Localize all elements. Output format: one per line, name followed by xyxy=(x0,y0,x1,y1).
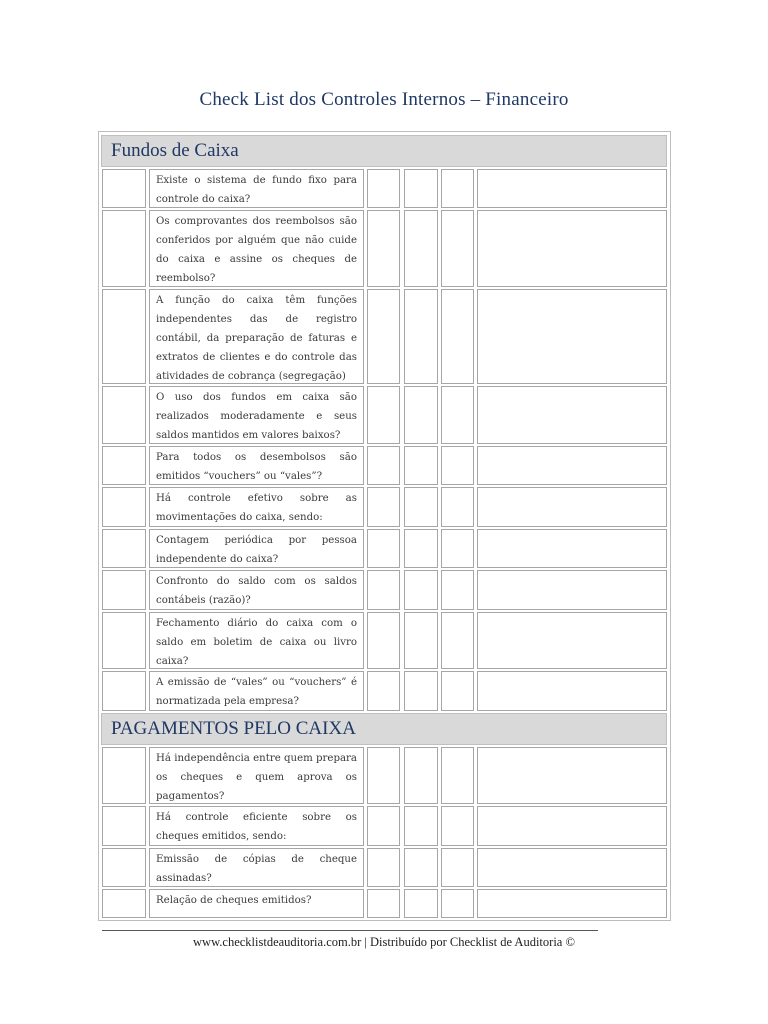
answer-cell-2[interactable] xyxy=(404,747,438,804)
answer-cell-1[interactable] xyxy=(367,446,400,485)
question-text: Emissão de cópias de cheque assinadas? xyxy=(156,854,357,884)
answer-cell-1[interactable] xyxy=(367,210,400,287)
notes-cell[interactable] xyxy=(477,169,667,208)
table-row xyxy=(0,210,768,287)
answer-cell-1[interactable] xyxy=(367,806,400,846)
notes-cell[interactable] xyxy=(477,889,667,918)
question-text: Para todos os desembolsos são emitidos “vouchers” ou “vales”? xyxy=(156,452,357,482)
notes-cell[interactable] xyxy=(477,289,667,384)
notes-cell[interactable] xyxy=(477,671,667,711)
answer-cell-3[interactable] xyxy=(441,889,474,918)
item-number-cell[interactable] xyxy=(102,386,146,444)
notes-cell[interactable] xyxy=(477,529,667,568)
table-row xyxy=(0,806,768,846)
question-text: Há controle efetivo sobre as movimentações do caixa, sendo: xyxy=(156,493,357,523)
answer-cell-1[interactable] xyxy=(367,671,400,711)
item-number-cell[interactable] xyxy=(102,671,146,711)
item-number-cell[interactable] xyxy=(102,612,146,669)
answer-cell-2[interactable] xyxy=(404,889,438,918)
answer-cell-3[interactable] xyxy=(441,570,474,610)
question-text: Há independência entre quem prepara os cheques e quem aprova os pagamentos? xyxy=(156,753,357,802)
answer-cell-3[interactable] xyxy=(441,747,474,804)
answer-cell-3[interactable] xyxy=(441,848,474,887)
answer-cell-1[interactable] xyxy=(367,289,400,384)
footer-divider xyxy=(102,930,598,931)
table-row xyxy=(0,570,768,610)
answer-cell-2[interactable] xyxy=(404,848,438,887)
question-text: Fechamento diário do caixa com o saldo em boletim de caixa ou livro caixa? xyxy=(156,618,357,667)
answer-cell-1[interactable] xyxy=(367,386,400,444)
item-number-cell[interactable] xyxy=(102,210,146,287)
answer-cell-2[interactable] xyxy=(404,289,438,384)
answer-cell-2[interactable] xyxy=(404,487,438,527)
table-row xyxy=(0,889,768,918)
answer-cell-3[interactable] xyxy=(441,529,474,568)
table-row xyxy=(0,529,768,568)
answer-cell-3[interactable] xyxy=(441,806,474,846)
notes-cell[interactable] xyxy=(477,210,667,287)
answer-cell-3[interactable] xyxy=(441,446,474,485)
answer-cell-3[interactable] xyxy=(441,671,474,711)
item-number-cell[interactable] xyxy=(102,806,146,846)
table-row xyxy=(0,386,768,444)
question-text: A função do caixa têm funções independentes das de registro contábil, da preparação de faturas e extratos de clientes e do controle das atividades de cobrança (segregação) xyxy=(156,295,357,382)
notes-cell[interactable] xyxy=(477,612,667,669)
table-row xyxy=(0,169,768,208)
answer-cell-2[interactable] xyxy=(404,671,438,711)
answer-cell-2[interactable] xyxy=(404,529,438,568)
notes-cell[interactable] xyxy=(477,446,667,485)
notes-cell[interactable] xyxy=(477,806,667,846)
item-number-cell[interactable] xyxy=(102,529,146,568)
item-number-cell[interactable] xyxy=(102,289,146,384)
table-row xyxy=(0,446,768,485)
answer-cell-1[interactable] xyxy=(367,529,400,568)
answer-cell-1[interactable] xyxy=(367,487,400,527)
item-number-cell[interactable] xyxy=(102,487,146,527)
item-number-cell[interactable] xyxy=(102,889,146,918)
question-text: Há controle eficiente sobre os cheques emitidos, sendo: xyxy=(156,812,357,842)
answer-cell-2[interactable] xyxy=(404,612,438,669)
answer-cell-3[interactable] xyxy=(441,289,474,384)
question-text: A emissão de “vales” ou “vouchers” é normatizada pela empresa? xyxy=(156,677,357,707)
item-number-cell[interactable] xyxy=(102,747,146,804)
answer-cell-2[interactable] xyxy=(404,570,438,610)
question-text: O uso dos fundos em caixa são realizados moderadamente e seus saldos mantidos em valores baixos? xyxy=(156,392,357,441)
footer-text: www.checklistdeauditoria.com.br | Distribuído por Checklist de Auditoria © xyxy=(193,935,575,949)
answer-cell-2[interactable] xyxy=(404,806,438,846)
document-title: Check List dos Controles Internos – Financeiro xyxy=(199,89,569,110)
question-text: Relação de cheques emitidos? xyxy=(156,895,312,906)
question-text: Confronto do saldo com os saldos contábeis (razão)? xyxy=(156,576,357,606)
table-row xyxy=(0,612,768,669)
item-number-cell[interactable] xyxy=(102,169,146,208)
notes-cell[interactable] xyxy=(477,570,667,610)
question-text: Os comprovantes dos reembolsos são conferidos por alguém que não cuide do caixa e assine os cheques de reembolso? xyxy=(156,216,357,284)
item-number-cell[interactable] xyxy=(102,570,146,610)
table-row xyxy=(0,487,768,527)
answer-cell-1[interactable] xyxy=(367,612,400,669)
notes-cell[interactable] xyxy=(477,747,667,804)
answer-cell-1[interactable] xyxy=(367,848,400,887)
answer-cell-3[interactable] xyxy=(441,386,474,444)
question-text: Existe o sistema de fundo fixo para controle do caixa? xyxy=(156,175,357,205)
item-number-cell[interactable] xyxy=(102,446,146,485)
answer-cell-2[interactable] xyxy=(404,169,438,208)
answer-cell-2[interactable] xyxy=(404,446,438,485)
answer-cell-2[interactable] xyxy=(404,210,438,287)
item-number-cell[interactable] xyxy=(102,848,146,887)
answer-cell-3[interactable] xyxy=(441,612,474,669)
table-row xyxy=(0,671,768,711)
answer-cell-2[interactable] xyxy=(404,386,438,444)
answer-cell-3[interactable] xyxy=(441,210,474,287)
answer-cell-1[interactable] xyxy=(367,570,400,610)
notes-cell[interactable] xyxy=(477,386,667,444)
notes-cell[interactable] xyxy=(477,487,667,527)
answer-cell-1[interactable] xyxy=(367,169,400,208)
table-row xyxy=(0,747,768,804)
section-header-fundos-de-caixa: Fundos de Caixa xyxy=(101,135,667,167)
question-text: Contagem periódica por pessoa independente do caixa? xyxy=(156,535,357,565)
table-row xyxy=(0,289,768,384)
answer-cell-1[interactable] xyxy=(367,889,400,918)
answer-cell-1[interactable] xyxy=(367,747,400,804)
answer-cell-3[interactable] xyxy=(441,169,474,208)
section-header-pagamentos-pelo-caixa: PAGAMENTOS PELO CAIXA xyxy=(101,713,667,745)
notes-cell[interactable] xyxy=(477,848,667,887)
table-row xyxy=(0,848,768,887)
answer-cell-3[interactable] xyxy=(441,487,474,527)
